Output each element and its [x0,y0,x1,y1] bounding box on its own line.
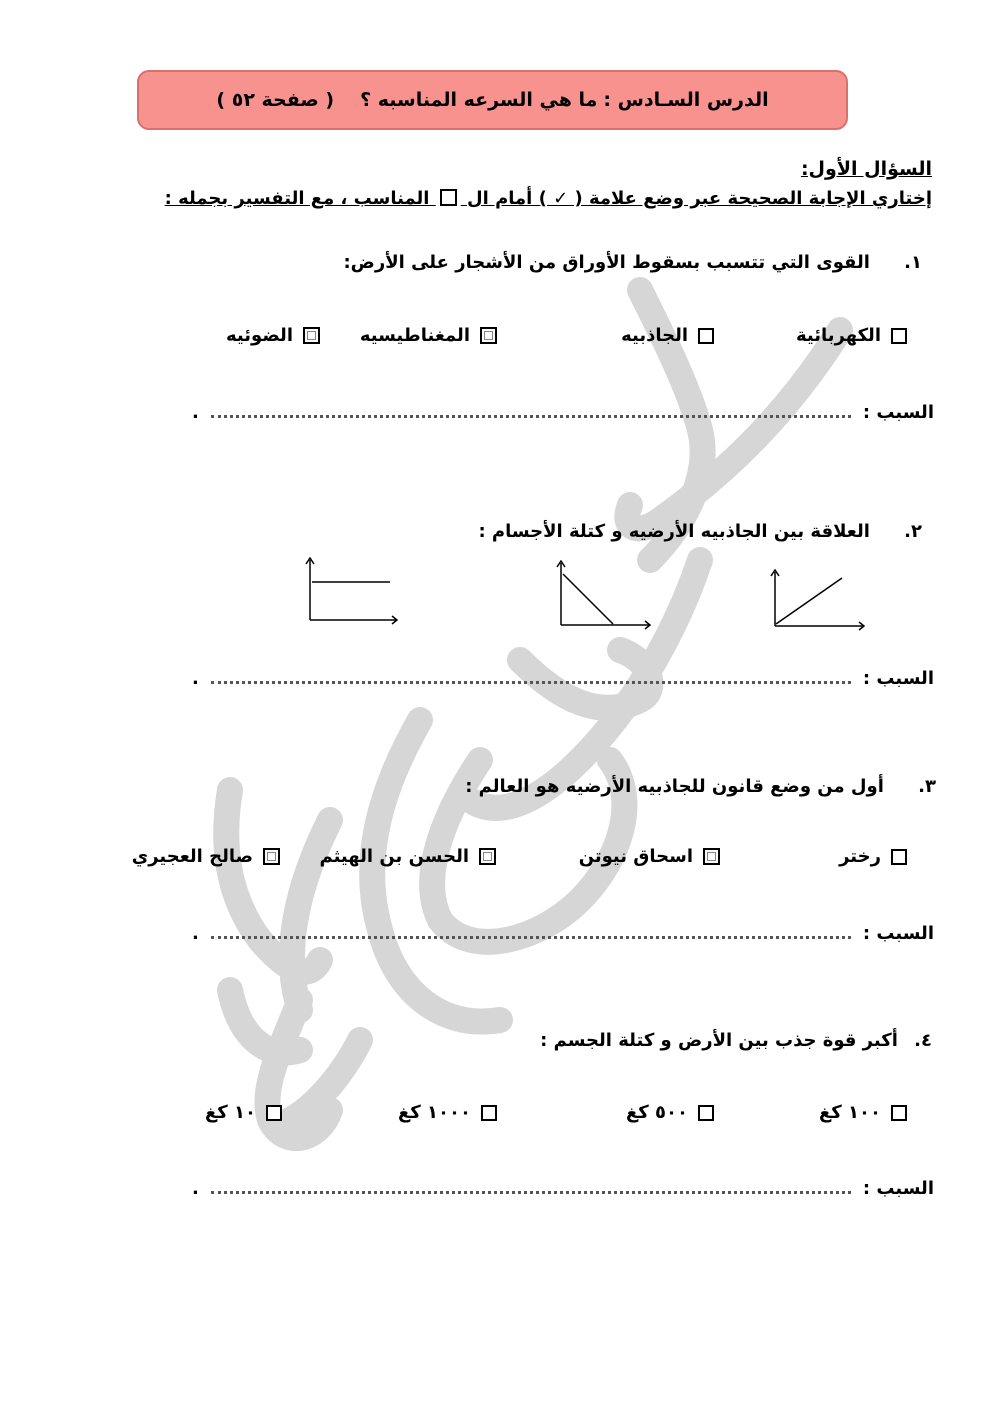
question-number: ٢. [904,521,922,542]
option-label: الكهربائية [795,325,881,346]
option[interactable] [132,846,280,867]
reason-line[interactable] [192,402,934,423]
lesson-label: الدرس السـادس : [603,89,769,111]
option[interactable] [621,325,714,346]
reason-end: . [192,668,199,689]
reason-label: السبب : [862,668,934,689]
reason-line[interactable] [192,923,934,944]
reason-line[interactable] [192,1178,934,1199]
question-4 [540,1030,932,1051]
question-text: أول من وضع قانون للجاذبيه الأرضيه هو العالم : [465,776,884,797]
option-label: رختر [839,846,881,867]
option[interactable] [226,325,320,346]
instructions [165,188,932,209]
checkbox[interactable] [891,1105,907,1121]
option-label: ١٠٠ كغ [819,1102,881,1123]
question-3 [465,776,936,797]
option-label: ٥٠٠ كغ [626,1102,688,1123]
checkbox[interactable] [481,1105,497,1121]
option[interactable] [839,846,907,867]
option-label: اسحاق نيوتن [578,846,693,867]
instruction-part2: المناسب ، مع التفسير بجمله : [164,188,430,209]
question-number: ٤. [914,1030,932,1051]
question-number: ١. [904,252,922,273]
option[interactable] [796,325,907,346]
checkbox[interactable] [891,849,907,865]
reason-end: . [192,923,199,944]
question-text: أكبر قوة جذب بين الأرض و كتلة الجسم : [540,1030,898,1051]
option[interactable] [205,1102,282,1123]
lesson-title-box [137,70,848,130]
reason-label: السبب : [862,1178,934,1199]
checkbox-icon [440,189,457,206]
option[interactable] [579,846,720,867]
graph-constant-icon [302,557,402,627]
reason-blank[interactable] [211,926,851,939]
question-text: العلاقة بين الجاذبيه الأرضيه و كتلة الأجسام : [478,521,870,542]
option-label: الجاذبيه [621,325,688,346]
reason-line[interactable] [192,668,934,689]
reason-label: السبب : [862,923,934,944]
option[interactable] [360,325,497,346]
option-label: ١٠٠٠ كغ [398,1102,471,1123]
option[interactable] [626,1102,714,1123]
question-2 [478,521,922,542]
option[interactable] [819,1102,907,1123]
option-label: الضوئيه [226,325,293,346]
reason-blank[interactable] [211,405,851,418]
page-reference: ( صفحة ٥٢ ) [216,89,335,111]
checkbox[interactable] [263,848,280,865]
question-number: ٣. [918,776,936,797]
checkbox[interactable] [303,327,320,344]
reason-blank[interactable] [211,671,851,684]
checkbox[interactable] [480,327,497,344]
reason-blank[interactable] [211,1181,851,1194]
reason-label: السبب : [862,402,934,423]
option[interactable] [398,1102,497,1123]
checkbox[interactable] [891,328,907,344]
checkbox[interactable] [698,1105,714,1121]
checkbox[interactable] [698,328,714,344]
option-label: صالح العجيري [131,846,253,867]
option-label: ١٠ كغ [204,1102,256,1123]
checkbox[interactable] [703,848,720,865]
instruction-part1: إختاري الإجابة الصحيحة عبر وضع علامة ( ✓ ) أمام ال [467,188,932,209]
reason-end: . [192,1178,199,1199]
section-heading: السؤال الأول: [800,158,932,180]
option-label: الحسن بن الهيثم [319,846,469,867]
option-label: المغناطيسيه [359,325,470,346]
option[interactable] [319,846,496,867]
reason-end: . [192,402,199,423]
question-1 [343,252,922,273]
lesson-question: ما هي السرعه المناسبه ؟ [360,89,598,111]
checkbox[interactable] [266,1105,282,1121]
graph-increasing-icon [766,562,866,632]
checkbox[interactable] [479,848,496,865]
graph-decreasing-icon [553,560,653,630]
question-text: القوى التي تتسبب بسقوط الأوراق من الأشجار على الأرض: [343,252,870,273]
